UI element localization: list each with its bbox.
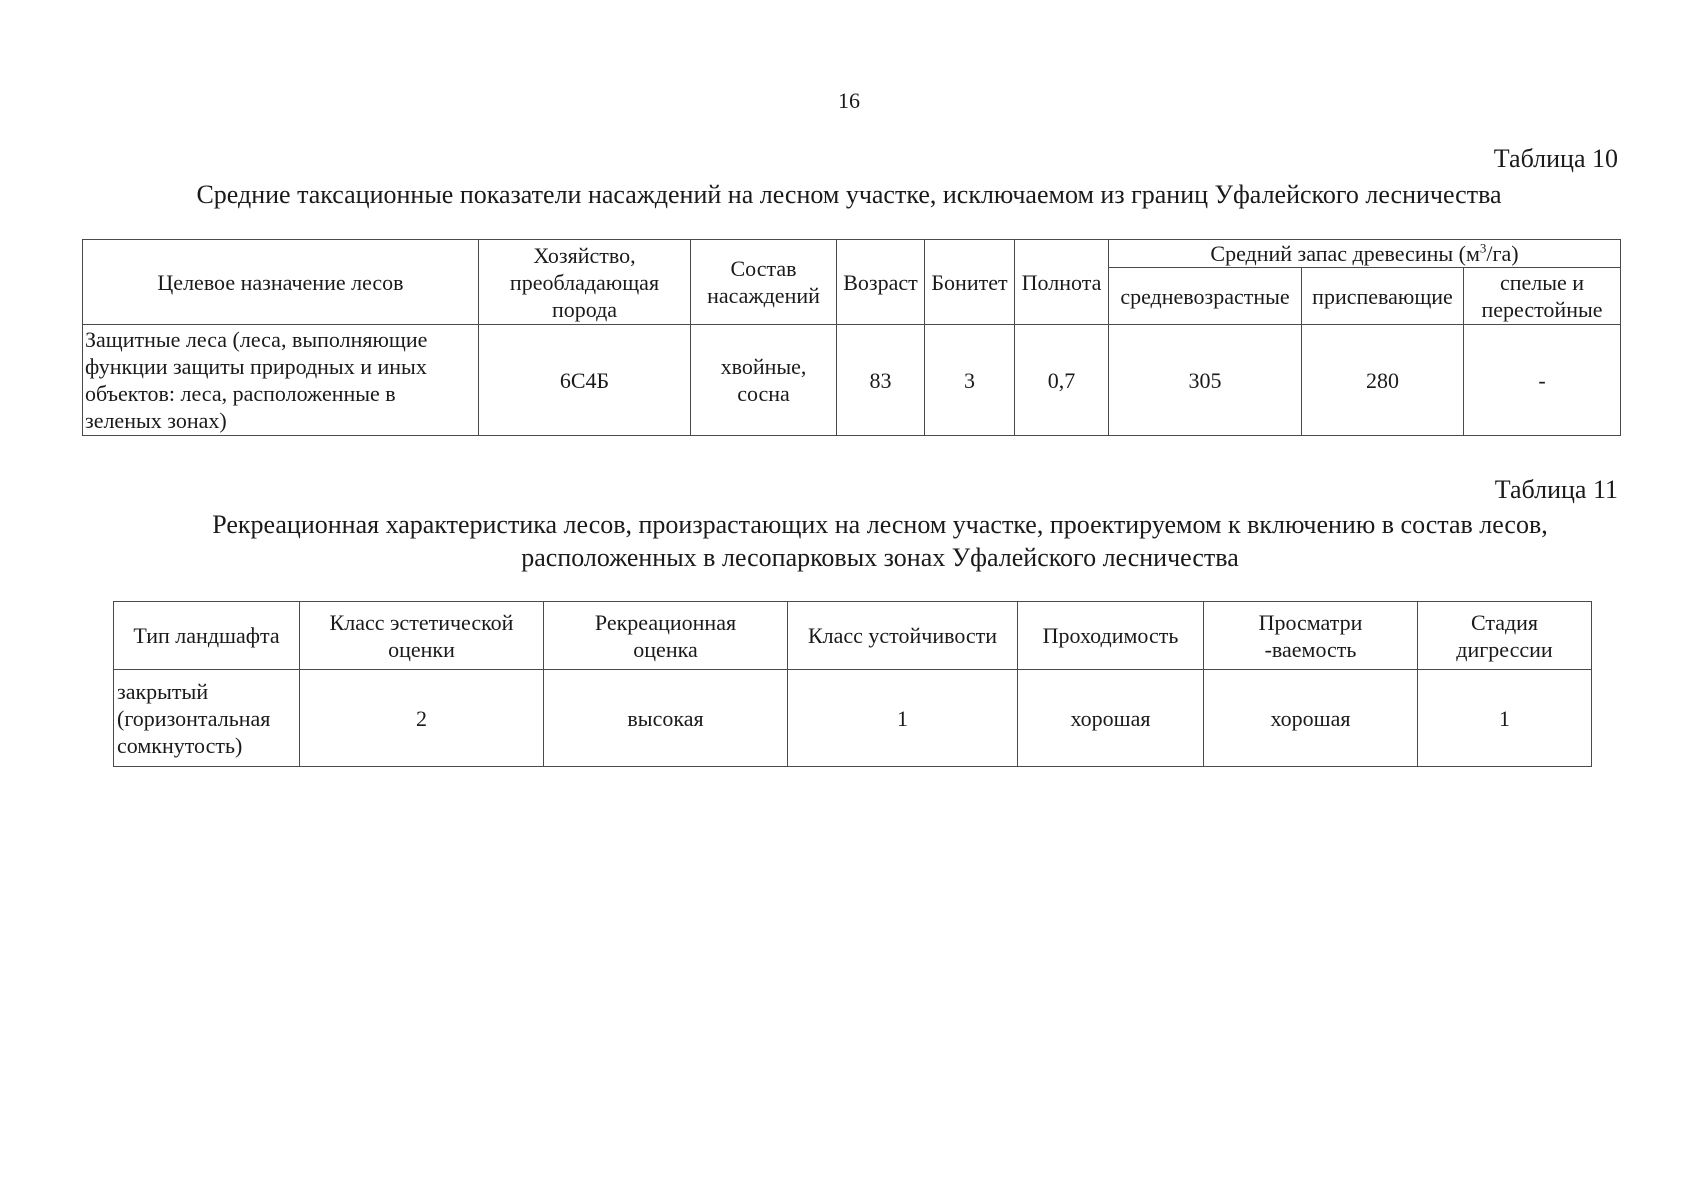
page-number: 16 (838, 88, 860, 113)
header-ripening: приспевающие (1302, 268, 1464, 325)
header-farm-species: Хозяйство, преобладающая порода (479, 240, 691, 325)
cell-age: 83 (837, 325, 925, 436)
table-11-title (190, 508, 1570, 574)
cell-farm-species: 6С4Б (479, 325, 691, 436)
table-11-caption: Таблица 11 (1494, 475, 1618, 504)
header-landscape: Тип ландшафта (114, 602, 300, 670)
stock-group-sup: 3 (1479, 240, 1487, 256)
header-stock-group (1109, 240, 1621, 268)
header-mature: спелые и перестойные (1464, 268, 1621, 325)
cell-ripening: 280 (1302, 325, 1464, 436)
table-row (114, 670, 1592, 767)
cell-composition: хвойные, сосна (691, 325, 837, 436)
cell-visibility: хорошая (1204, 670, 1418, 767)
table-10-caption: Таблица 10 (1493, 144, 1618, 173)
header-age: Возраст (837, 240, 925, 325)
header-composition: Состав насаждений (691, 240, 837, 325)
cell-recreational: высокая (544, 670, 788, 767)
table-11-header-row (114, 602, 1592, 670)
header-fullness: Полнота (1015, 240, 1109, 325)
cell-fullness: 0,7 (1015, 325, 1109, 436)
header-bonitet: Бонитет (925, 240, 1015, 325)
cell-mature: - (1464, 325, 1621, 436)
stock-group-suffix: /га) (1486, 241, 1519, 266)
table-10 (82, 239, 1621, 436)
table-row (83, 325, 1621, 436)
cell-landscape: закрытый (горизонтальная сомкнутость) (114, 670, 300, 767)
table-11 (113, 601, 1592, 767)
cell-purpose: Защитные леса (леса, выполняющие функции защиты природных и иных объектов: леса, расположенные в зеленых зонах) (83, 325, 479, 436)
header-purpose: Целевое назначение лесов (83, 240, 479, 325)
cell-middle-aged: 305 (1109, 325, 1302, 436)
header-aesthetic: Класс эстетической оценки (300, 602, 544, 670)
table-10-header-row (83, 240, 1621, 268)
header-visibility: Просматри -ваемость (1204, 602, 1418, 670)
cell-digression: 1 (1418, 670, 1592, 767)
header-recreational: Рекреационная оценка (544, 602, 788, 670)
header-passability: Проходимость (1018, 602, 1204, 670)
header-stability: Класс устойчивости (788, 602, 1018, 670)
cell-bonitet: 3 (925, 325, 1015, 436)
cell-stability: 1 (788, 670, 1018, 767)
table-11-title-text: Рекреационная характеристика лесов, произрастающих на лесном участке, проектируемом к включению в состав лесов, расположенных в лесопарковых зонах Уфалейского лесничества (212, 510, 1548, 572)
header-digression: Стадия дигрессии (1418, 602, 1592, 670)
stock-group-prefix: Средний запас древесины (м (1210, 241, 1480, 266)
header-middle-aged: средневозрастные (1109, 268, 1302, 325)
cell-passability: хорошая (1018, 670, 1204, 767)
table-10-title: Средние таксационные показатели насаждений на лесном участке, исключаемом из границ Уфалейского лесничества (196, 180, 1502, 209)
cell-aesthetic: 2 (300, 670, 544, 767)
